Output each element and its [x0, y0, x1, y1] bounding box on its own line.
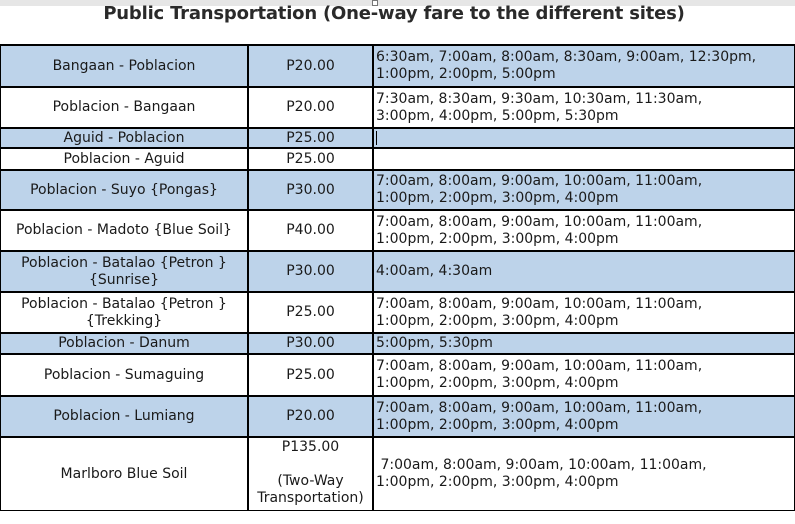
schedule-line: 7:00am, 8:00am, 9:00am, 10:00am, 11:00am, [376, 399, 703, 416]
schedule-line: 1:00pm, 2:00pm, 5:00pm [376, 66, 556, 82]
table-row [0, 210, 795, 251]
schedule-cell [373, 170, 795, 210]
schedule-cell [373, 396, 795, 437]
schedule-cell [373, 45, 795, 87]
route-cell: Poblacion - Sumaguing [0, 354, 248, 396]
schedule-cell [373, 148, 795, 170]
schedule-line: 1:00pm, 2:00pm, 3:00pm, 4:00pm [376, 416, 619, 433]
fare-cell: P20.00 [248, 396, 373, 437]
route-cell: Poblacion - Suyo {Pongas} [0, 170, 248, 210]
schedule-line: 7:00am, 8:00am, 9:00am, 10:00am, 11:00am, [376, 358, 703, 374]
route-line: {Trekking} [85, 312, 163, 329]
schedule-line: 1:00pm, 2:00pm, 3:00pm, 4:00pm [376, 312, 619, 329]
schedule-line: 7:00am, 8:00am, 9:00am, 10:00am, 11:00am, [376, 213, 703, 230]
fare-table [0, 44, 795, 511]
table-row [0, 333, 795, 354]
table-row [0, 148, 795, 170]
route-cell [0, 251, 248, 292]
schedule-line: 1:00pm, 2:00pm, 3:00pm, 4:00pm [376, 230, 619, 247]
schedule-line: 7:00am, 8:00am, 9:00am, 10:00am, 11:00am, [376, 173, 703, 189]
fare-cell: P25.00 [248, 292, 373, 333]
route-cell [0, 292, 248, 333]
schedule-cell [373, 87, 795, 128]
schedule-cell [373, 354, 795, 396]
fare-cell: P20.00 [248, 87, 373, 128]
table-row [0, 87, 795, 128]
fare-cell: P25.00 [248, 148, 373, 170]
table-row [0, 128, 795, 148]
fare-cell: P30.00 [248, 333, 373, 354]
fare-cell: P25.00 [248, 128, 373, 148]
route-cell: Bangaan - Poblacion [0, 45, 248, 87]
schedule-cell: 4:00am, 4:30am [373, 251, 795, 292]
fare-cell: P30.00 [248, 251, 373, 292]
fare-note: Transportation) [257, 490, 364, 506]
fare-note: (Two-Way [277, 473, 344, 489]
route-cell: Poblacion - Madoto {Blue Soil} [0, 210, 248, 251]
schedule-cell [373, 210, 795, 251]
page-title: Public Transportation (One-way fare to the different sites) [103, 3, 685, 24]
table-row [0, 354, 795, 396]
table-row [0, 396, 795, 437]
fare-cell: P30.00 [248, 170, 373, 210]
route-cell: Marlboro Blue Soil [0, 437, 248, 511]
table-row [0, 170, 795, 210]
route-cell: Poblacion - Bangaan [0, 87, 248, 128]
schedule-line: 7:00am, 8:00am, 9:00am, 10:00am, 11:00am, [376, 295, 703, 312]
schedule-line: 6:30am, 7:00am, 8:00am, 8:30am, 9:00am, 12:30pm, [376, 49, 757, 65]
fare-cell: P25.00 [248, 354, 373, 396]
route-cell: Aguid - Poblacion [0, 128, 248, 148]
schedule-cell: 5:00pm, 5:30pm [373, 333, 795, 354]
table-row [0, 45, 795, 87]
route-line: {Sunrise} [89, 271, 159, 288]
schedule-line: 1:00pm, 2:00pm, 3:00pm, 4:00pm [376, 190, 619, 206]
schedule-cell [373, 437, 795, 511]
schedule-cell[interactable] [373, 128, 795, 148]
text-caret [376, 131, 377, 145]
fare-amount: P135.00 [281, 439, 340, 455]
table-row [0, 251, 795, 292]
route-cell: Poblacion - Lumiang [0, 396, 248, 437]
route-line: Poblacion - Batalao {Petron } [21, 254, 227, 271]
route-cell: Poblacion - Aguid [0, 148, 248, 170]
fare-cell: P20.00 [248, 45, 373, 87]
fare-cell: P40.00 [248, 210, 373, 251]
route-line: Poblacion - Batalao {Petron } [21, 295, 227, 312]
schedule-cell [373, 292, 795, 333]
schedule-line: 1:00pm, 2:00pm, 3:00pm, 4:00pm [376, 474, 619, 490]
fare-cell [248, 437, 373, 511]
table-row [0, 437, 795, 511]
schedule-line: 7:30am, 8:30am, 9:30am, 10:30am, 11:30am, [376, 90, 703, 107]
schedule-line: 7:00am, 8:00am, 9:00am, 10:00am, 11:00am, [376, 457, 707, 473]
fare-spacer [249, 456, 372, 473]
schedule-line: 1:00pm, 2:00pm, 3:00pm, 4:00pm [376, 375, 619, 391]
table-row [0, 292, 795, 333]
schedule-line: 3:00pm, 4:00pm, 5:00pm, 5:30pm [376, 107, 619, 124]
route-cell: Poblacion - Danum [0, 333, 248, 354]
